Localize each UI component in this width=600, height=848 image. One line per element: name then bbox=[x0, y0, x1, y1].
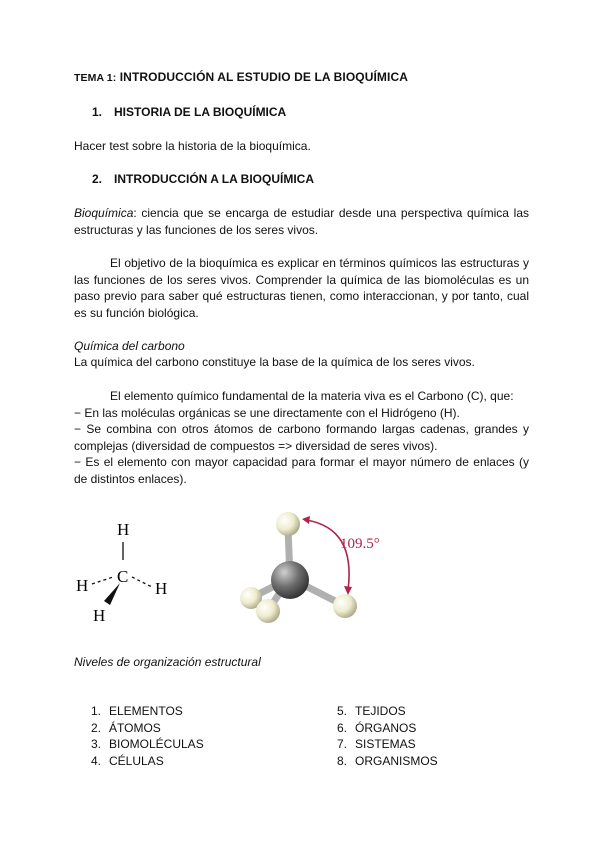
section-1-heading bbox=[92, 105, 286, 119]
element-line: El elemento químico fundamental de la materia viva es el Carbono (C), que: bbox=[110, 389, 514, 403]
bond-angle-label: 109.5° bbox=[340, 536, 380, 552]
definition-term: Bioquímica bbox=[74, 206, 134, 220]
carbon-atom bbox=[271, 561, 309, 599]
methane-structural-formula bbox=[70, 515, 180, 630]
item-number: 4. bbox=[91, 753, 102, 768]
item-number: 2. bbox=[91, 720, 102, 735]
carbon-subtitle bbox=[74, 338, 529, 355]
item-label: SISTEMAS bbox=[355, 737, 416, 751]
item-label: ÓRGANOS bbox=[355, 720, 417, 735]
section-1-text: Hacer test sobre la historia de la bioquímica. bbox=[74, 139, 311, 153]
hydrogen-atom-top bbox=[276, 512, 300, 536]
dashed-bond bbox=[132, 577, 152, 587]
item-label: ÁTOMOS bbox=[109, 720, 161, 735]
bond-angle-arc bbox=[306, 520, 349, 590]
title-text: INTRODUCCIÓN AL ESTUDIO DE LA BIOQUÍMICA bbox=[119, 70, 408, 84]
item-label: ELEMENTOS bbox=[109, 704, 183, 718]
item-label: TEJIDOS bbox=[355, 704, 406, 718]
section-2-heading bbox=[92, 172, 314, 186]
wedge-bond bbox=[104, 583, 120, 605]
item-label: ORGANISMOS bbox=[355, 753, 438, 768]
list-item bbox=[337, 736, 438, 753]
item-number: 5. bbox=[337, 704, 348, 718]
list-item bbox=[91, 753, 204, 770]
item-number: 1. bbox=[91, 704, 102, 718]
atom-h-top: H bbox=[117, 520, 130, 539]
atom-h-right: H bbox=[155, 579, 168, 598]
arrow-head-icon bbox=[302, 516, 310, 524]
bullet-item: − Es el elemento con mayor capacidad para formar el mayor número de enlaces (y de distintos enlaces). bbox=[74, 455, 529, 486]
section-number: 1. bbox=[92, 105, 103, 119]
bullet-item: − Se combina con otros átomos de carbono formando largas cadenas, grandes y complejas (diversidad de compuestos => diversidad de seres vivos). bbox=[74, 422, 529, 453]
atom-h-left: H bbox=[76, 576, 89, 595]
list-item bbox=[91, 720, 204, 737]
bullet-item: − En las moléculas orgánicas se une directamente con el Hidrógeno (H). bbox=[74, 405, 460, 420]
page-title bbox=[74, 70, 408, 84]
hydrogen-atom-right bbox=[333, 594, 357, 618]
atom-c: C bbox=[117, 567, 129, 586]
section-title: HISTORIA DE LA BIOQUÍMICA bbox=[114, 105, 287, 119]
levels-list-right bbox=[337, 703, 438, 769]
list-item bbox=[337, 753, 438, 770]
item-number: 6. bbox=[337, 720, 348, 735]
item-number: 8. bbox=[337, 753, 348, 768]
hydrogen-atom-front bbox=[256, 599, 280, 623]
section-title: INTRODUCCIÓN A LA BIOQUÍMICA bbox=[114, 172, 314, 186]
dashed-bond bbox=[92, 577, 113, 584]
section-number: 2. bbox=[92, 172, 103, 186]
list-item bbox=[337, 720, 438, 737]
definition-text: : ciencia que se encarga de estudiar desde una perspectiva química las estructuras y las funciones de los seres vivos. bbox=[74, 206, 529, 237]
list-item bbox=[337, 703, 438, 720]
list-item bbox=[91, 703, 204, 720]
list-item bbox=[91, 736, 204, 753]
item-label: CÉLULAS bbox=[109, 753, 164, 768]
item-label: BIOMOLÉCULAS bbox=[109, 737, 204, 751]
methane-3d-model bbox=[228, 500, 413, 635]
levels-list-left bbox=[91, 703, 204, 769]
carbon-subtitle-text: Química del carbono bbox=[74, 339, 185, 353]
arrow-head-icon bbox=[344, 586, 352, 595]
atom-h-bottom: H bbox=[93, 606, 106, 625]
carbon-intro: La química del carbono constituye la base de la química de los seres vivos. bbox=[74, 355, 475, 369]
tema-label: TEMA 1: bbox=[74, 72, 117, 84]
carbon-properties bbox=[74, 388, 529, 487]
definition-paragraph bbox=[74, 205, 529, 238]
item-number: 3. bbox=[91, 737, 102, 751]
objective-paragraph: El objetivo de la bioquímica es explicar en términos químicos las estructuras y las funciones de los seres vivos. Comprender la química de las biomoléculas es un paso previo para saber qué estructuras tienen, como interaccionan, y por tanto, cual es su función biológica. bbox=[74, 256, 529, 320]
item-number: 7. bbox=[337, 737, 348, 751]
levels-caption: Niveles de organización estructural bbox=[74, 655, 261, 669]
